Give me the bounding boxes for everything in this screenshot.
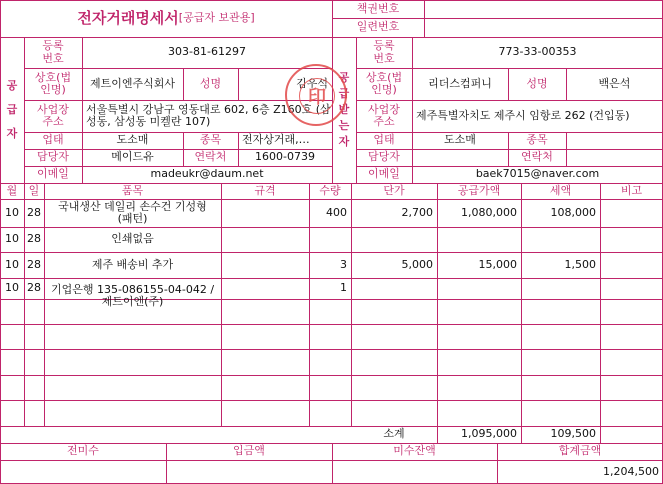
receiver-email-label: 이메일	[368, 167, 400, 181]
receiver-company-label: 상호(법인명)	[365, 70, 403, 96]
supplier-item: 전자상거래,…	[242, 133, 310, 147]
deposit-label: 입금액	[233, 444, 265, 458]
cell-supply	[437, 278, 521, 299]
receiver-email[interactable]: baek7015@naver.com	[475, 167, 600, 181]
title-subtitle: [공급자 보관용]	[178, 11, 255, 25]
col-item: 품목	[121, 183, 144, 197]
cell-item: 국내생산 데일리 손수건 기성형 (패턴)	[58, 199, 207, 225]
book-no-label: 책권번호	[356, 1, 400, 15]
supplier-address-label: 사업장주소	[37, 102, 69, 128]
supplier-reg-no-label: 등록번호	[42, 39, 64, 65]
cell-day: 28	[27, 205, 41, 219]
cell-note	[600, 252, 663, 278]
cell-qty	[309, 227, 351, 252]
supplier-address: 서울특별시 강남구 영동대로 602, 6층 Z160호 (삼성동, 삼성동 미켈란 107)	[86, 102, 331, 128]
col-supply: 공급가액	[457, 183, 501, 197]
cell-spec	[221, 252, 309, 278]
subtotal-supply: 1,095,000	[461, 427, 517, 441]
cell-note	[600, 227, 663, 252]
receiver-item	[566, 132, 663, 149]
cell-supply: 15,000	[478, 257, 517, 271]
total-value: 1,204,500	[603, 464, 659, 478]
title-text: 전자거래명세서	[77, 9, 179, 28]
receiver-reg-no-label: 등록번호	[373, 39, 395, 65]
cell-item: 인쇄없음	[111, 232, 154, 246]
cell-unit-price: 5,000	[401, 257, 433, 271]
cell-month: 10	[5, 281, 19, 295]
supplier-type-label: 업태	[42, 133, 64, 147]
cell-supply: 1,080,000	[461, 205, 517, 219]
supplier-email-label: 이메일	[37, 167, 69, 181]
col-note: 비고	[620, 183, 643, 197]
cell-note	[600, 199, 663, 227]
unpaid-label: 전미수	[67, 444, 99, 458]
subtotal-label: 소계	[383, 427, 405, 441]
cell-note	[600, 278, 663, 299]
cell-tax	[521, 227, 600, 252]
cell-unit-price	[351, 227, 437, 252]
col-spec: 규격	[254, 183, 276, 197]
supplier-manager-label: 담당자	[37, 150, 69, 164]
supplier-company: 제트이엔주식회사	[89, 76, 175, 90]
cell-tax: 108,000	[550, 205, 596, 219]
cell-item: 기업은행 135-086155-04-042 / 제트이엔(주)	[50, 282, 215, 308]
receiver-reg-no: 773-33-00353	[498, 45, 577, 59]
receiver-address-label: 사업장주소	[368, 102, 400, 128]
receiver-manager-label: 담당자	[368, 150, 400, 164]
receiver-name-label: 성명	[526, 76, 548, 90]
serial-no-label: 일련번호	[356, 20, 400, 34]
cell-spec	[221, 278, 309, 299]
receiver-side-label: 공급받는자	[338, 71, 350, 148]
cell-supply	[437, 227, 521, 252]
invoice-title	[0, 0, 332, 37]
cell-day: 28	[27, 257, 41, 271]
col-qty: 수량	[319, 183, 341, 197]
outstanding-value	[332, 460, 497, 484]
supplier-email[interactable]: madeukr@daum.net	[150, 167, 264, 181]
receiver-address: 제주특별자치도 제주시 임항로 262 (건입동)	[416, 108, 630, 122]
receiver-manager	[412, 149, 508, 166]
cell-item: 제주 배송비 추가	[91, 257, 174, 271]
col-month: 월	[6, 183, 18, 197]
cell-unit-price: 2,700	[401, 205, 433, 219]
receiver-type-label: 업태	[373, 133, 395, 147]
deposit-value	[166, 460, 332, 484]
col-tax: 세액	[549, 183, 572, 197]
cell-qty: 3	[340, 257, 347, 271]
cell-day: 28	[27, 232, 41, 246]
col-day: 일	[28, 183, 40, 197]
receiver-company: 리더스컴퍼니	[428, 76, 492, 90]
supplier-reg-no: 303-81-61297	[168, 45, 246, 59]
supplier-item-label: 종목	[199, 133, 222, 147]
receiver-contact	[566, 149, 663, 166]
cell-qty: 1	[340, 281, 347, 295]
supplier-company-label: 상호(법인명)	[34, 70, 72, 96]
cell-qty: 400	[326, 205, 347, 219]
cell-month: 10	[5, 205, 19, 219]
receiver-contact-label: 연락처	[521, 150, 553, 164]
cell-day: 28	[27, 281, 41, 295]
unpaid-value	[0, 460, 166, 484]
receiver-type: 도소매	[444, 133, 476, 147]
total-label: 합계금액	[558, 444, 602, 458]
supplier-contact: 1600-0739	[255, 150, 315, 164]
company-seal	[285, 64, 347, 126]
col-unit-price: 단가	[383, 183, 405, 197]
cell-month: 10	[5, 232, 19, 246]
supplier-side-label: 공급자	[6, 78, 18, 141]
seal-mark: 印	[299, 78, 335, 114]
outstanding-label: 미수잔액	[393, 444, 436, 458]
cell-month: 10	[5, 257, 19, 271]
supplier-name-label: 성명	[199, 76, 222, 90]
supplier-contact-label: 연락처	[194, 150, 227, 164]
subtotal-tax: 109,500	[550, 427, 596, 441]
supplier-name: 김우석	[296, 76, 328, 90]
cell-unit-price	[351, 278, 437, 299]
receiver-name: 백은석	[598, 76, 631, 90]
supplier-manager: 메이드유	[111, 150, 154, 164]
receiver-item-label: 종목	[526, 133, 548, 147]
cell-tax: 1,500	[564, 257, 596, 271]
cell-tax	[521, 278, 600, 299]
cell-spec	[221, 199, 309, 227]
cell-spec	[221, 227, 309, 252]
supplier-type: 도소매	[116, 133, 149, 147]
